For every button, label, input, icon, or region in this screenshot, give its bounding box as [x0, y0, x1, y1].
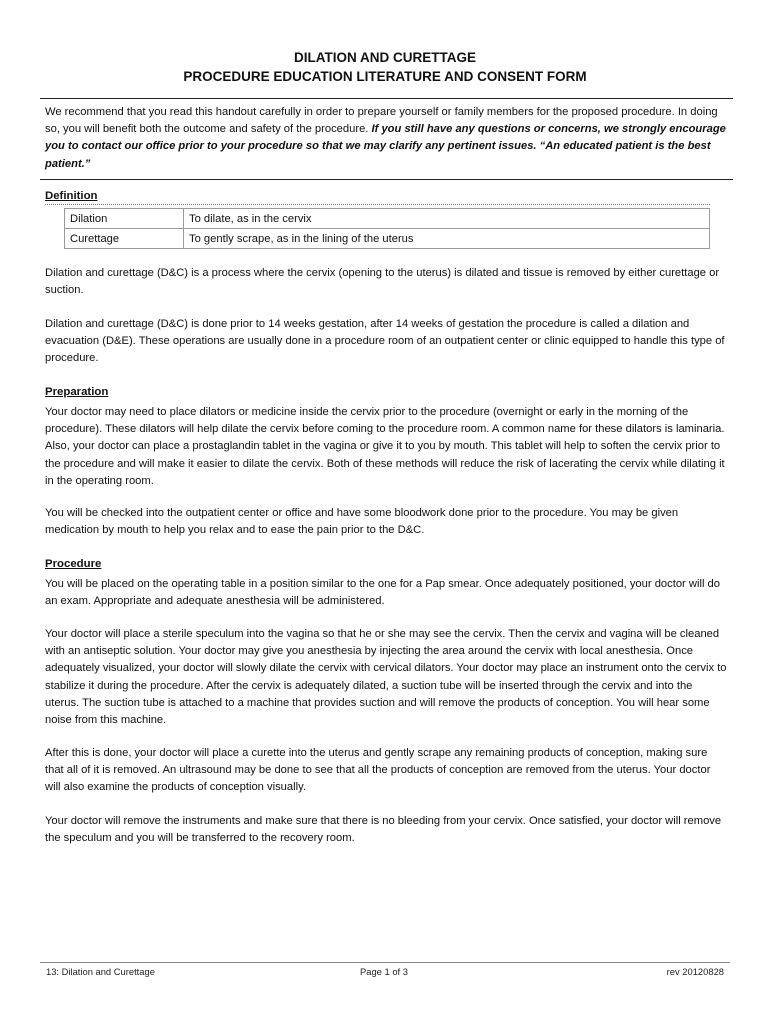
intro-emphasis: If you still have any questions or concerns, we strongly encourage you to contact our office prior to your procedure so that we may clarify any pertinent issues. “An educated patient is the best patient.” — [45, 123, 726, 170]
title-line-2: PROCEDURE EDUCATION LITERATURE AND CONSENT FORM — [183, 69, 587, 84]
definition-heading: Definition — [45, 190, 98, 202]
preparation-paragraph: You will be checked into the outpatient center or office and have some bloodwork done prior to the procedure. You may be given medication by mouth to help you relax and to ease the pain prior to the D&C. — [45, 507, 679, 537]
definition-meaning: To dilate, as in the cervix — [184, 209, 710, 229]
table-row — [65, 229, 710, 249]
footer-divider — [40, 962, 730, 963]
procedure-paragraph: Your doctor will place a sterile speculum into the vagina so that he or she may see the cervix. Then the cervix and vagina will be cleaned with an antiseptic solution. Your doctor may give you anesthesia by injecting the area around the cervix with local anesthesia. Once adequately visualized, your doctor will slowly dilate the cervix with cervical dilators. Your doctor may place an instrument onto the cervix to stabilize it during the procedure. After the cervix is adequately dilated, a suction tube will be inserted through the cervix and into the uterus. The suction tube is attached to a machine that provides suction and will remove the products of conception. You will hear some noise from this machine. — [45, 628, 727, 727]
definition-term: Dilation — [65, 209, 184, 229]
procedure-paragraph: You will be placed on the operating table in a position similar to the one for a Pap smear. Once adequately positioned, your doctor will do an exam. Appropriate and adequate anesthesia will be administered. — [45, 578, 720, 608]
definition-paragraph: Dilation and curettage (D&C) is done prior to 14 weeks gestation, after 14 weeks of gestation the procedure is called a dilation and evacuation (D&E). These operations are usually done in a procedure room of an outpatient center or clinic equipped to handle this type of procedure. — [45, 318, 725, 365]
footer-revision: rev 20120828 — [666, 966, 724, 977]
procedure-paragraph: After this is done, your doctor will place a curette into the uterus and gently scrape any remaining products of conception, making sure that all of it is removed. An ultrasound may be done to see that all the products of conception are removed from the uterus. Your doctor will also examine the products of conception visually. — [45, 747, 711, 794]
definition-divider — [45, 204, 710, 205]
preparation-paragraph: Your doctor may need to place dilators or medicine inside the cervix prior to the procedure (overnight or early in the morning of the procedure). These dilators will help dilate the cervix before coming to the procedure room. A common name for these dilators is laminaria. Also, your doctor can place a prostaglandin tablet in the vagina or give it to you by mouth. This tablet will help to soften the cervix prior to the procedure and will make it easier to dilate the cervix. Both of these methods will reduce the risk of lacerating the cervix while dilating it in the operating room. — [45, 406, 725, 487]
procedure-paragraph: Your doctor will remove the instruments and make sure that there is no bleeding from your cervix. Once satisfied, your doctor will remove the speculum and you will be transferred to the recovery room. — [45, 815, 722, 845]
intro-text: We recommend that you read this handout carefully in order to prepare yourself or family members for the proposed procedure. In doing so, you will benefit both the outcome and safety of the procedure. — [45, 106, 718, 136]
definition-paragraph: Dilation and curettage (D&C) is a process where the cervix (opening to the uterus) is dilated and tissue is removed by either curettage or suction. — [45, 267, 720, 297]
document-title — [40, 48, 730, 86]
footer-document-name: 13: Dilation and Curettage — [46, 966, 155, 977]
footer-page-number: Page 1 of 3 — [360, 966, 408, 977]
definition-table — [64, 208, 710, 249]
title-line-1: DILATION AND CURETTAGE — [294, 50, 476, 65]
procedure-heading: Procedure — [45, 558, 102, 570]
intro-box — [40, 98, 733, 180]
table-row — [65, 209, 710, 229]
preparation-heading: Preparation — [45, 386, 109, 398]
definition-meaning: To gently scrape, as in the lining of the uterus — [184, 229, 710, 249]
definition-term: Curettage — [65, 229, 184, 249]
